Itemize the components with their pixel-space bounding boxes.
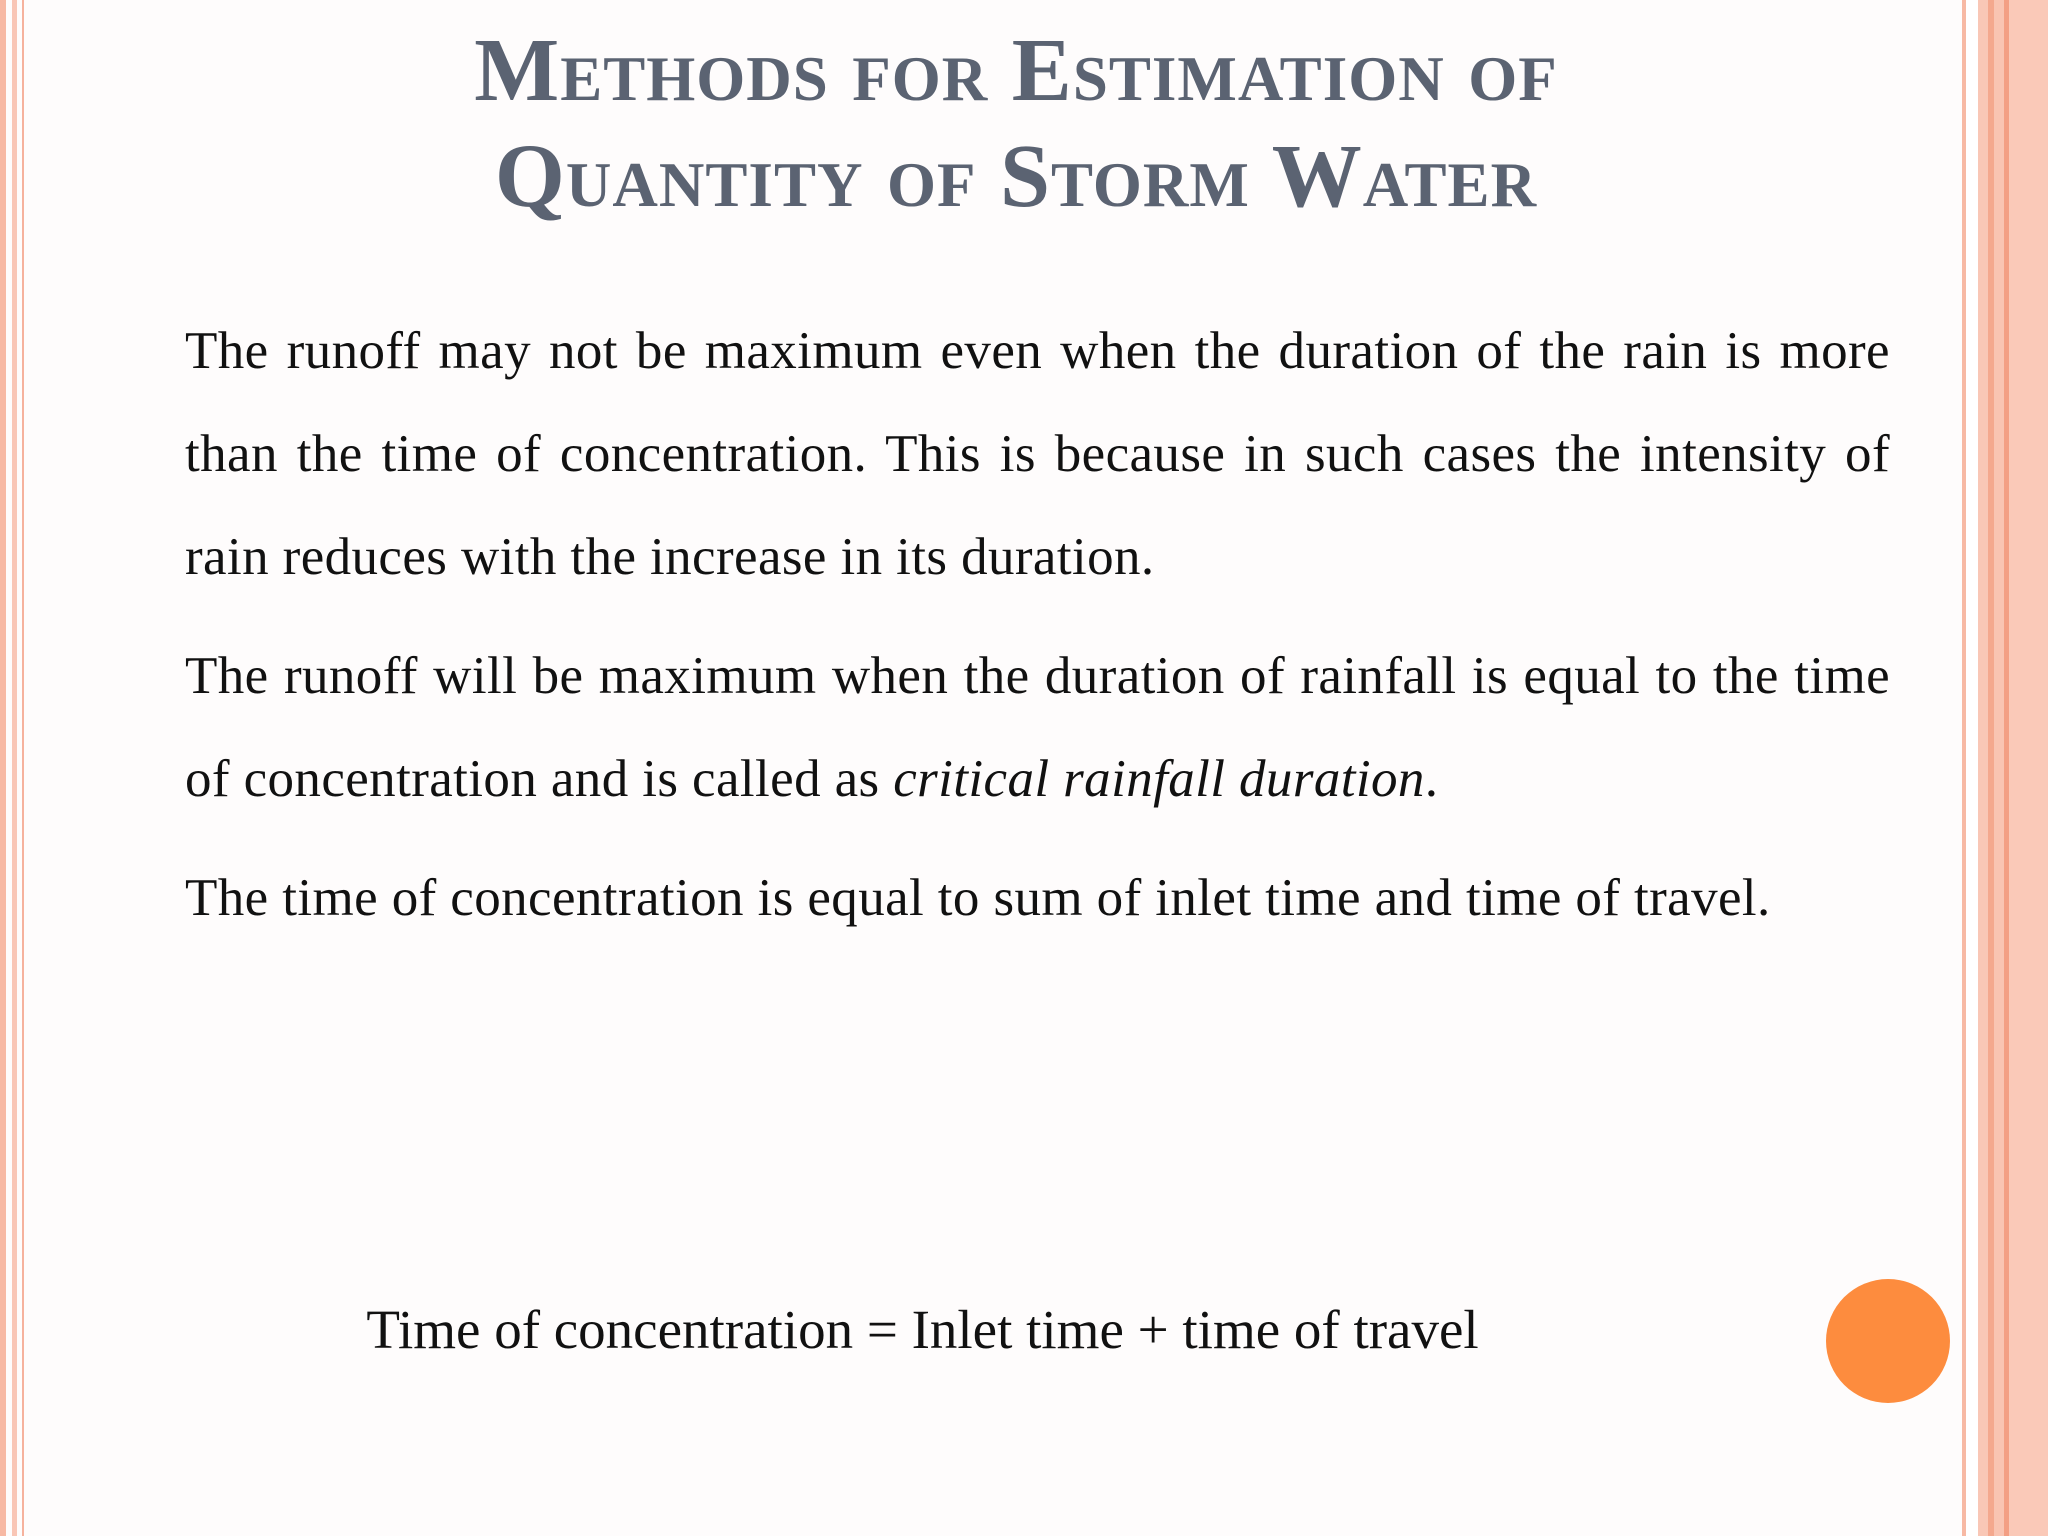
paragraph-2-text: The runoff will be maximum when the duration of rainfall is equal to the time of concentration and is called as xyxy=(185,647,1890,808)
orange-circle-decoration xyxy=(1826,1279,1950,1403)
left-border-line xyxy=(0,0,6,1536)
left-border-line xyxy=(22,0,24,1536)
right-border-stripe xyxy=(1994,0,2004,1536)
slide-body xyxy=(185,300,1890,966)
formula: Time of concentration = Inlet time + time of travel xyxy=(366,1299,1479,1360)
slide-title-line-2: Quantity of Storm Water xyxy=(494,127,1538,226)
paragraph-2-italic-term: critical rainfall duration xyxy=(893,750,1425,808)
slide-title xyxy=(180,18,1852,230)
paragraph-1 xyxy=(185,300,1890,609)
right-border-stripe xyxy=(1978,0,1988,1536)
right-border-gap xyxy=(1966,0,1978,1536)
paragraph-3 xyxy=(185,847,1890,950)
right-border-stripe xyxy=(2009,0,2048,1536)
slide-title-line-1: Methods for Estimation of xyxy=(474,21,1558,120)
paragraph-3-text: The time of concentration is equal to sum of inlet time and time of travel. xyxy=(185,869,1771,927)
paragraph-1-text: The runoff may not be maximum even when the duration of the rain is more than the time of concentration. This is because in such cases the intensity of rain reduces with the increase in its duration. xyxy=(185,322,1890,586)
paragraph-2 xyxy=(185,625,1890,831)
left-border-line xyxy=(12,0,17,1536)
paragraph-2-tail: . xyxy=(1424,750,1439,808)
